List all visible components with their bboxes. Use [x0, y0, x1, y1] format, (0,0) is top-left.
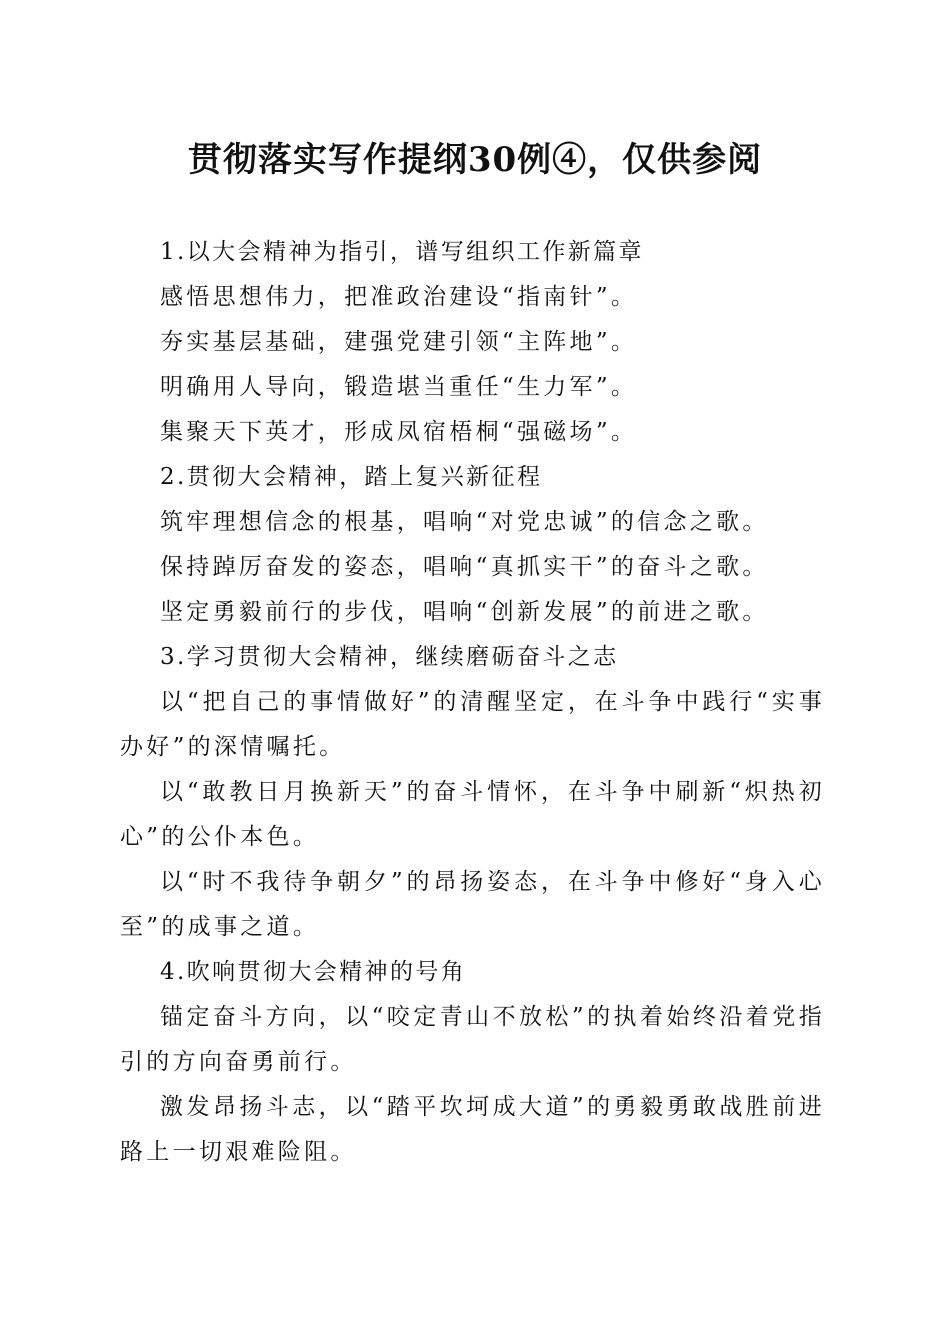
paragraph: 筑牢理想信念的根基，唱响“对党忠诚”的信念之歌。 [160, 509, 769, 535]
section-heading-4: 4.吹响贯彻大会精神的号角 [160, 959, 467, 985]
paragraph: 以“时不我待争朝夕”的昂扬姿态，在斗争中修好“身入心至”的成事之道。 [120, 869, 825, 940]
paragraph: 感悟思想伟力，把准政治建设“指南针”。 [160, 284, 638, 310]
paragraph: 明确用人导向，锻造堪当重任“生力军”。 [160, 374, 638, 400]
section-heading-3: 3.学习贯彻大会精神，继续磨砺奋斗之志 [160, 644, 619, 670]
paragraph: 集聚天下英才，形成凤宿梧桐“强磁场”。 [160, 419, 638, 445]
document-body [120, 230, 825, 1175]
paragraph: 保持踔厉奋发的姿态，唱响“真抓实干”的奋斗之歌。 [160, 554, 769, 580]
paragraph: 激发昂扬斗志，以“踏平坎坷成大道”的勇毅勇敢战胜前进路上一切艰难险阻。 [120, 1094, 825, 1165]
paragraph: 以“把自己的事情做好”的清醒坚定，在斗争中践行“实事办好”的深情嘱托。 [120, 689, 825, 760]
paragraph: 坚定勇毅前行的步伐，唱响“创新发展”的前进之歌。 [160, 599, 769, 625]
paragraph: 以“敢教日月换新天”的奋斗情怀，在斗争中刷新“炽热初心”的公仆本色。 [120, 779, 825, 850]
paragraph: 夯实基层基础，建强党建引领“主阵地”。 [160, 329, 638, 355]
section-heading-1: 1.以大会精神为指引，谱写组织工作新篇章 [160, 239, 644, 265]
section-heading-2: 2.贯彻大会精神，踏上复兴新征程 [160, 464, 543, 490]
paragraph: 锚定奋斗方向，以“咬定青山不放松”的执着始终沿着党指引的方向奋勇前行。 [120, 1004, 825, 1075]
document-title: 贯彻落实写作提纲30例④，仅供参阅 [187, 140, 763, 180]
